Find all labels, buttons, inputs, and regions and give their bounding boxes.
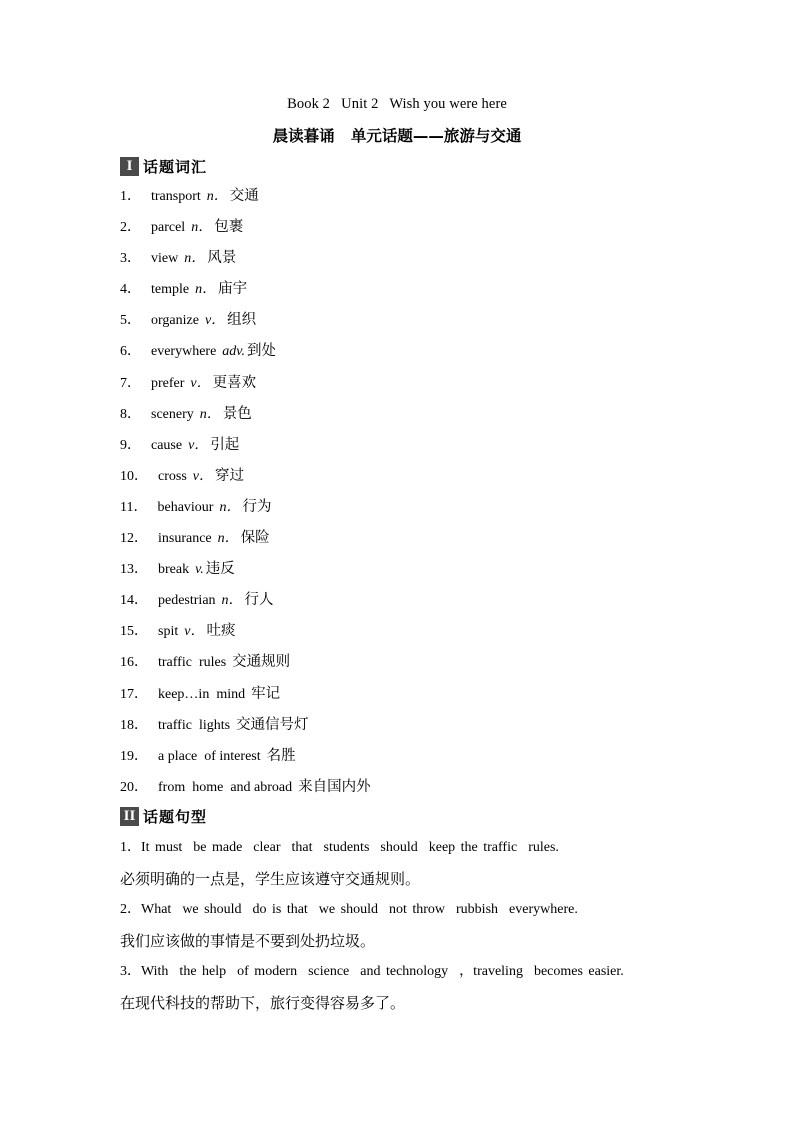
sentence-chinese: 我们应该做的事情是不要到处扔垃圾。 bbox=[120, 932, 376, 950]
vocab-chinese: 景色 bbox=[222, 405, 252, 422]
vocab-number: 8． bbox=[120, 406, 141, 422]
vocab-number: 11． bbox=[120, 499, 148, 515]
vocab-chinese: 行人 bbox=[244, 592, 274, 609]
vocab-number: 9． bbox=[120, 437, 141, 453]
vocab-item bbox=[120, 433, 371, 464]
vocab-english: traffic lights bbox=[158, 717, 231, 733]
vocab-english: pedestrian bbox=[158, 593, 216, 609]
vocab-item bbox=[120, 775, 371, 806]
vocab-item bbox=[120, 495, 371, 526]
vocab-list bbox=[120, 184, 371, 806]
vocab-chinese: 庙宇 bbox=[218, 281, 248, 298]
vocab-part-of-speech: v． bbox=[188, 437, 209, 453]
vocab-chinese: 交通 bbox=[229, 188, 259, 204]
vocab-chinese: 牢记 bbox=[251, 685, 281, 702]
vocab-item bbox=[120, 371, 371, 402]
vocab-part-of-speech: n． bbox=[195, 282, 217, 298]
vocab-chinese: 名胜 bbox=[266, 747, 296, 764]
vocab-part-of-speech: v． bbox=[184, 624, 205, 640]
vocab-english: cause bbox=[151, 437, 183, 453]
vocab-part-of-speech: n． bbox=[199, 406, 221, 422]
vocab-item bbox=[120, 339, 371, 370]
vocab-number: 4． bbox=[120, 282, 141, 298]
vocab-chinese: 交通规则 bbox=[232, 654, 291, 671]
vocab-part-of-speech: n． bbox=[191, 220, 213, 236]
vocab-item bbox=[120, 215, 371, 246]
vocab-number: 16． bbox=[120, 655, 148, 671]
vocab-chinese: 保险 bbox=[240, 530, 270, 547]
vocab-number: 18． bbox=[120, 717, 148, 733]
section-label: 话题词汇 bbox=[143, 157, 208, 176]
vocab-item bbox=[120, 277, 371, 308]
vocab-english: traffic rules bbox=[158, 655, 227, 671]
vocab-english: a place of interest bbox=[158, 748, 261, 764]
vocab-english: keep…in mind bbox=[158, 686, 246, 702]
vocab-number: 19． bbox=[120, 748, 148, 764]
topic-title: 晨读暮诵 单元话题——旅游与交通 bbox=[272, 127, 522, 145]
vocab-chinese: 组织 bbox=[227, 312, 257, 329]
vocab-english: parcel bbox=[151, 220, 186, 236]
section-header-sentences bbox=[120, 806, 207, 826]
vocab-item bbox=[120, 308, 371, 339]
vocab-english: temple bbox=[151, 282, 190, 298]
vocab-part-of-speech: v． bbox=[204, 313, 226, 329]
vocab-number: 6． bbox=[120, 344, 141, 360]
vocab-item bbox=[120, 402, 371, 433]
vocab-item bbox=[120, 526, 371, 557]
vocab-chinese: 更喜欢 bbox=[212, 374, 257, 391]
sentence-english: 1．It must be made clear that students should keep the traffic rules. bbox=[120, 840, 559, 855]
vocab-chinese: 来自国内外 bbox=[298, 778, 371, 795]
vocab-item bbox=[120, 713, 371, 744]
vocab-part-of-speech: v． bbox=[190, 375, 211, 391]
vocab-part-of-speech: n． bbox=[221, 593, 243, 609]
vocab-number: 15． bbox=[120, 624, 148, 640]
vocab-english: spit bbox=[158, 624, 179, 640]
section-number-badge: I bbox=[120, 157, 139, 176]
vocab-english: behaviour bbox=[157, 499, 214, 515]
vocab-number: 13． bbox=[120, 562, 148, 578]
vocab-part-of-speech: adv. bbox=[222, 344, 245, 360]
section-label: 话题句型 bbox=[143, 807, 208, 826]
vocab-chinese: 行为 bbox=[242, 498, 272, 515]
vocab-number: 10． bbox=[120, 468, 148, 484]
vocab-chinese: 到处 bbox=[246, 343, 276, 360]
vocab-part-of-speech: v． bbox=[192, 468, 213, 484]
vocab-part-of-speech: n． bbox=[206, 189, 228, 204]
vocab-item bbox=[120, 588, 371, 619]
unit-title: Book 2 Unit 2 Wish you were here bbox=[287, 96, 507, 112]
sentence-english: 2．What we should do is that we should not throw rubbish everywhere. bbox=[120, 902, 578, 917]
vocab-chinese: 吐痰 bbox=[206, 623, 236, 640]
sentence-list bbox=[120, 836, 624, 1022]
vocab-item bbox=[120, 650, 371, 681]
vocab-number: 17． bbox=[120, 686, 148, 702]
section-header-vocab bbox=[120, 156, 207, 176]
vocab-english: transport bbox=[151, 189, 201, 204]
vocab-number: 5． bbox=[120, 313, 141, 329]
vocab-item bbox=[120, 464, 371, 495]
vocab-chinese: 交通信号灯 bbox=[236, 716, 309, 733]
vocab-number: 3． bbox=[120, 251, 141, 267]
vocab-english: organize bbox=[151, 313, 199, 329]
vocab-number: 2． bbox=[120, 220, 141, 236]
vocab-english: view bbox=[151, 251, 179, 267]
vocab-part-of-speech: v. bbox=[195, 562, 204, 578]
vocab-item bbox=[120, 682, 371, 713]
sentence-chinese: 在现代科技的帮助下，旅行变得容易多了。 bbox=[120, 994, 406, 1012]
vocab-chinese: 违反 bbox=[205, 561, 235, 578]
vocab-number: 7． bbox=[120, 375, 141, 391]
vocab-english: scenery bbox=[151, 406, 194, 422]
vocab-english: break bbox=[158, 562, 190, 578]
vocab-english: from home and abroad bbox=[158, 779, 293, 795]
vocab-number: 14． bbox=[120, 593, 148, 609]
sentence-english: 3．With the help of modern science and technology ，traveling becomes easier. bbox=[120, 964, 624, 979]
vocab-item bbox=[120, 557, 371, 588]
vocab-item bbox=[120, 619, 371, 650]
vocab-part-of-speech: n． bbox=[219, 499, 241, 515]
vocab-item bbox=[120, 246, 371, 277]
section-number-badge: II bbox=[120, 807, 139, 826]
vocab-chinese: 包裹 bbox=[214, 219, 244, 236]
vocab-number: 1． bbox=[120, 189, 141, 204]
vocab-number: 20． bbox=[120, 779, 148, 795]
sentence-chinese: 必须明确的一点是，学生应该遵守交通规则。 bbox=[120, 870, 421, 888]
vocab-part-of-speech: n． bbox=[184, 251, 206, 267]
vocab-number: 12． bbox=[120, 531, 148, 547]
vocab-item bbox=[120, 184, 371, 215]
vocab-chinese: 引起 bbox=[210, 436, 240, 453]
vocab-part-of-speech: n． bbox=[217, 531, 239, 547]
vocab-chinese: 穿过 bbox=[215, 467, 244, 484]
vocab-english: prefer bbox=[151, 375, 185, 391]
vocab-english: everywhere bbox=[151, 344, 217, 360]
vocab-english: cross bbox=[158, 468, 187, 484]
vocab-chinese: 风景 bbox=[207, 250, 237, 267]
vocab-english: insurance bbox=[158, 531, 212, 547]
vocab-item bbox=[120, 744, 371, 775]
